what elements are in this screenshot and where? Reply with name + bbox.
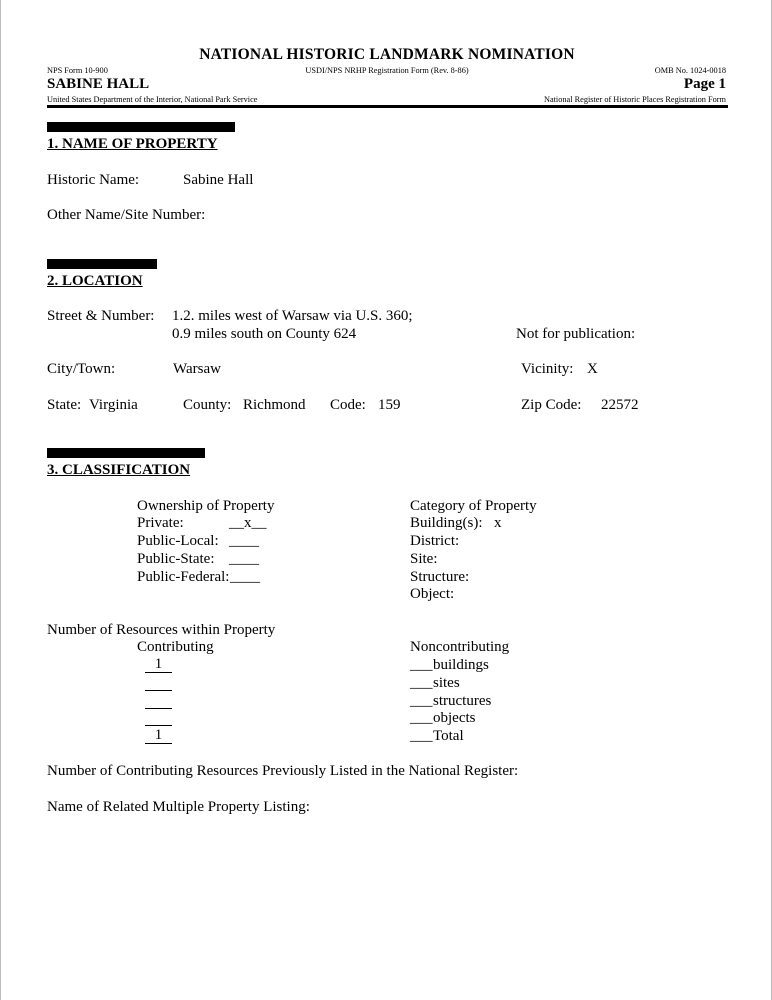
category-label: Structure: — [410, 569, 470, 585]
ownership-label: Public-Federal: — [137, 569, 230, 585]
historic-name-label: Historic Name: — [47, 172, 140, 188]
resource-type: Total — [433, 728, 464, 744]
ownership-title: Ownership of Property — [137, 498, 275, 514]
ownership-mark: __x__ — [229, 515, 267, 531]
category-title: Category of Property — [410, 498, 537, 514]
noncontributing-title: Noncontributing — [410, 639, 510, 655]
contributing-count — [145, 710, 172, 726]
related-listing-label: Name of Related Multiple Property Listing: — [47, 799, 310, 815]
form-number: NPS Form 10-900 — [47, 66, 108, 75]
property-name: SABINE HALL — [47, 76, 150, 92]
street-line-1: 1.2. miles west of Warsaw via U.S. 360; — [172, 308, 413, 324]
section-bar — [47, 122, 235, 132]
contributing-title: Contributing — [137, 639, 214, 655]
state-value: Virginia — [89, 397, 138, 413]
category-mark: x — [494, 515, 502, 531]
registration-form-label: USDI/NPS NRHP Registration Form (Rev. 8-86) — [305, 66, 469, 75]
section-heading-location: 2. LOCATION — [47, 273, 143, 289]
department-label: United States Department of the Interior, National Park Service — [47, 95, 258, 104]
state-label: State: — [47, 397, 82, 413]
section-heading-name: 1. NAME OF PROPERTY — [47, 136, 218, 152]
other-name-label: Other Name/Site Number: — [47, 207, 206, 223]
resource-type: sites — [433, 675, 460, 691]
section-heading-classification: 3. CLASSIFICATION — [47, 462, 191, 478]
ownership-label: Private: — [137, 515, 184, 531]
vicinity-label: Vicinity: — [521, 361, 574, 377]
page-number: Page 1 — [683, 76, 726, 92]
header-rule — [47, 105, 728, 108]
contributing-count — [145, 675, 172, 691]
vicinity-value: X — [587, 361, 598, 377]
resources-title: Number of Resources within Property — [47, 622, 276, 638]
not-for-publication: Not for publication: — [516, 326, 636, 342]
ownership-mark: ____ — [230, 569, 260, 585]
noncontributing-count: ___ — [410, 675, 433, 691]
resource-type: structures — [433, 693, 492, 709]
form-title: NATIONAL HISTORIC LANDMARK NOMINATION — [199, 46, 575, 63]
previously-listed-label: Number of Contributing Resources Previously Listed in the National Register: — [47, 763, 519, 779]
category-label: Building(s): — [410, 515, 483, 531]
section-bar — [47, 259, 157, 269]
register-form-label: National Register of Historic Places Registration Form — [543, 95, 726, 104]
zip-label: Zip Code: — [521, 397, 582, 413]
noncontributing-count: ___ — [410, 657, 433, 673]
noncontributing-count: ___ — [410, 710, 433, 726]
city-value: Warsaw — [173, 361, 221, 377]
ownership-mark: ____ — [229, 533, 259, 549]
section-bar — [47, 448, 205, 458]
noncontributing-count: ___ — [410, 728, 433, 744]
city-label: City/Town: — [47, 361, 116, 377]
omb-number: OMB No. 1024-0018 — [654, 66, 726, 75]
ownership-mark: ____ — [229, 551, 259, 567]
zip-value: 22572 — [601, 397, 639, 413]
contributing-count — [145, 693, 172, 709]
contributing-count: 1 — [145, 657, 172, 673]
category-label: Site: — [410, 551, 438, 567]
street-label: Street & Number: — [47, 308, 155, 324]
resource-type: buildings — [433, 657, 489, 673]
code-label: Code: — [330, 397, 366, 413]
ownership-label: Public-Local: — [137, 533, 219, 549]
noncontributing-count: ___ — [410, 693, 433, 709]
county-value: Richmond — [243, 397, 306, 413]
category-label: Object: — [410, 586, 455, 602]
street-line-2: 0.9 miles south on County 624 — [172, 326, 357, 342]
county-label: County: — [183, 397, 232, 413]
code-value: 159 — [378, 397, 401, 413]
ownership-label: Public-State: — [137, 551, 215, 567]
resource-type: objects — [433, 710, 476, 726]
category-label: District: — [410, 533, 460, 549]
historic-name-value: Sabine Hall — [183, 172, 254, 188]
contributing-count: 1 — [145, 728, 172, 744]
